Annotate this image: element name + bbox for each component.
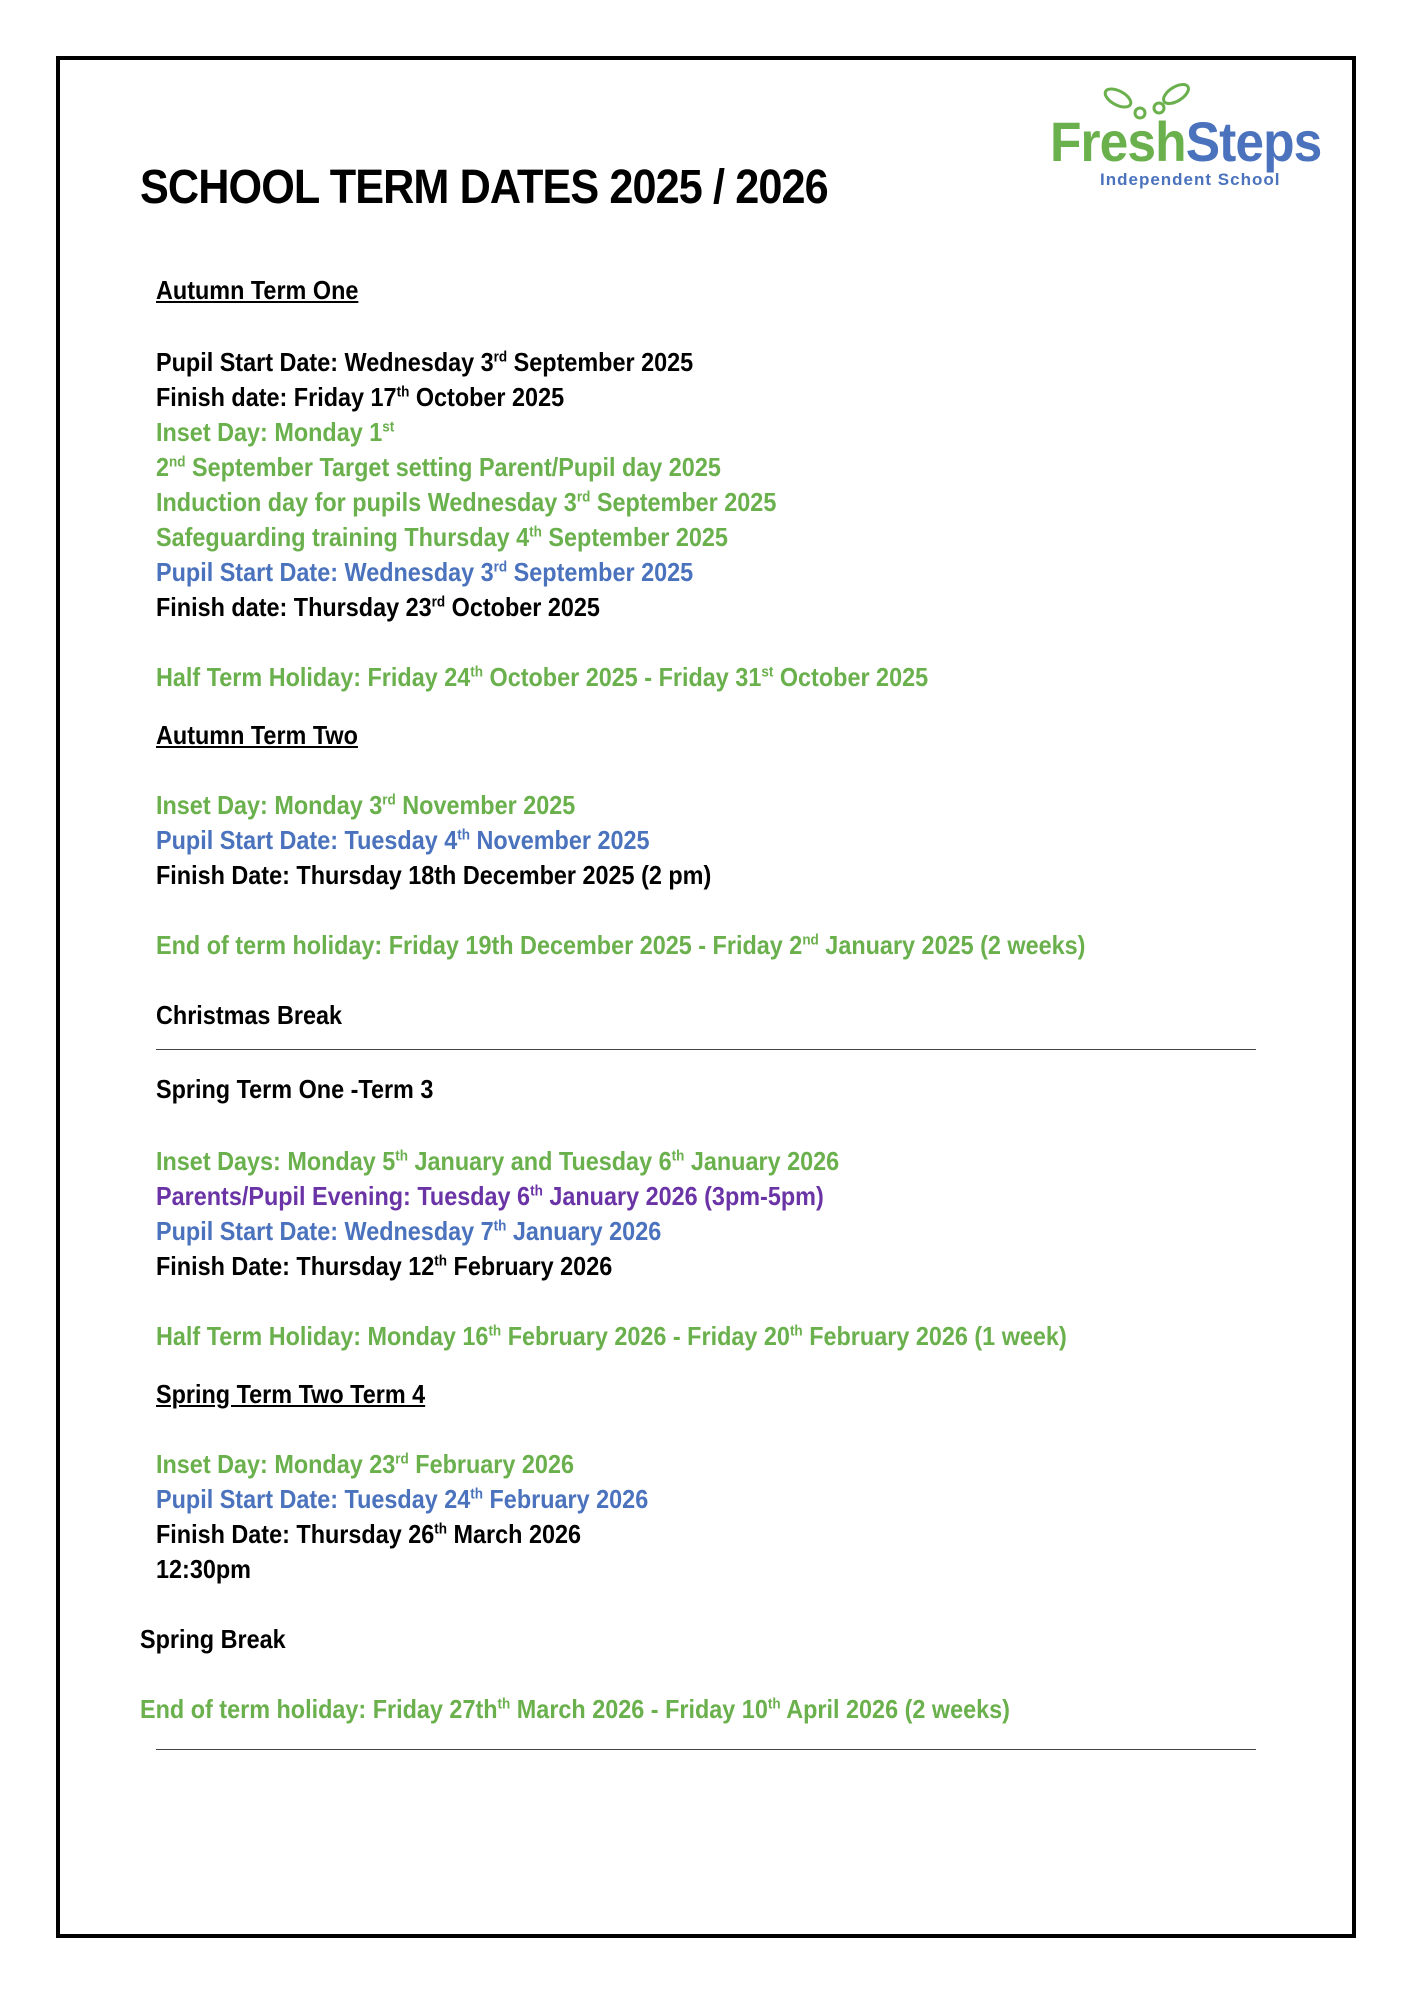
spring1-parents-evening: Parents/Pupil Evening: Tuesday 6th January 2026 (3pm-5pm): [156, 1181, 824, 1211]
autumn1-safeguarding: Safeguarding training Thursday 4th September 2025: [156, 522, 728, 552]
logo-brand-first: Fresh: [1050, 110, 1186, 173]
spring1-pupil-start: Pupil Start Date: Wednesday 7th January 2026: [156, 1216, 662, 1246]
page-title: SCHOOL TERM DATES 2025 / 2026: [140, 161, 828, 214]
autumn2-finish: Finish Date: Thursday 18th December 2025 (2 pm): [156, 860, 712, 890]
spring2-pupil-start: Pupil Start Date: Tuesday 24th February 2026: [156, 1484, 649, 1514]
spring2-finish-time: 12:30pm: [156, 1554, 251, 1584]
bottom-divider: [156, 1749, 1256, 1750]
autumn1-target-setting: 2nd September Target setting Parent/Pupil day 2025: [156, 452, 721, 482]
section-divider: [156, 1049, 1256, 1050]
autumn-term-one-heading: Autumn Term One: [156, 275, 359, 305]
spring1-finish: Finish Date: Thursday 12th February 2026: [156, 1251, 613, 1281]
school-logo: [1048, 76, 1328, 189]
autumn2-pupil-start: Pupil Start Date: Tuesday 4th November 2025: [156, 825, 650, 855]
autumn1-inset-day: Inset Day: Monday 1st: [156, 417, 395, 447]
spring-break-label: Spring Break: [140, 1624, 286, 1654]
end-of-term-holiday-april: End of term holiday: Friday $27th^{th}$ March 2026 - Friday 10th April 2026 (2 weeks): [140, 1694, 1010, 1724]
spring-term-one-heading: Spring Term One -Term 3: [156, 1074, 434, 1104]
spring1-inset-days: Inset Days: Monday 5th January and Tuesday 6th January 2026: [156, 1146, 840, 1176]
autumn1-pupil-start-2: Pupil Start Date: Wednesday 3rd September 2025: [156, 557, 694, 587]
autumn1-finish: Finish date: Friday 17th October 2025: [156, 382, 565, 412]
autumn1-finish-2: Finish date: Thursday 23rd October 2025: [156, 592, 600, 622]
logo-brand-second: Steps: [1185, 110, 1322, 173]
autumn1-induction-day: Induction day for pupils Wednesday 3rd September 2025: [156, 487, 777, 517]
christmas-break-label: Christmas Break: [156, 1000, 342, 1030]
logo-wordmark: [1050, 110, 1321, 174]
spring2-inset-day: Inset Day: Monday 23rd February 2026: [156, 1449, 574, 1479]
half-term-holiday-february: Half Term Holiday: Monday 16th February 2026 - Friday 20th February 2026 (1 week): [156, 1321, 1067, 1351]
half-term-holiday-october: Half Term Holiday: Friday 24th October 2025 - Friday 31st October 2025: [156, 662, 929, 692]
autumn2-inset-day: Inset Day: Monday 3rd November 2025: [156, 790, 576, 820]
logo-subtitle: Independent School: [1100, 170, 1281, 189]
spring2-finish: Finish Date: Thursday 26th March 2026: [156, 1519, 582, 1549]
autumn1-pupil-start: Pupil Start Date: Wednesday 3rd September 2025: [156, 347, 694, 377]
autumn-term-two-heading: Autumn Term Two: [156, 720, 358, 750]
spring-term-two-heading: Spring Term Two Term 4: [156, 1379, 426, 1409]
end-of-term-holiday-december: End of term holiday: Friday 19th December 2025 - Friday 2nd January 2025 (2 weeks): [156, 930, 1086, 960]
